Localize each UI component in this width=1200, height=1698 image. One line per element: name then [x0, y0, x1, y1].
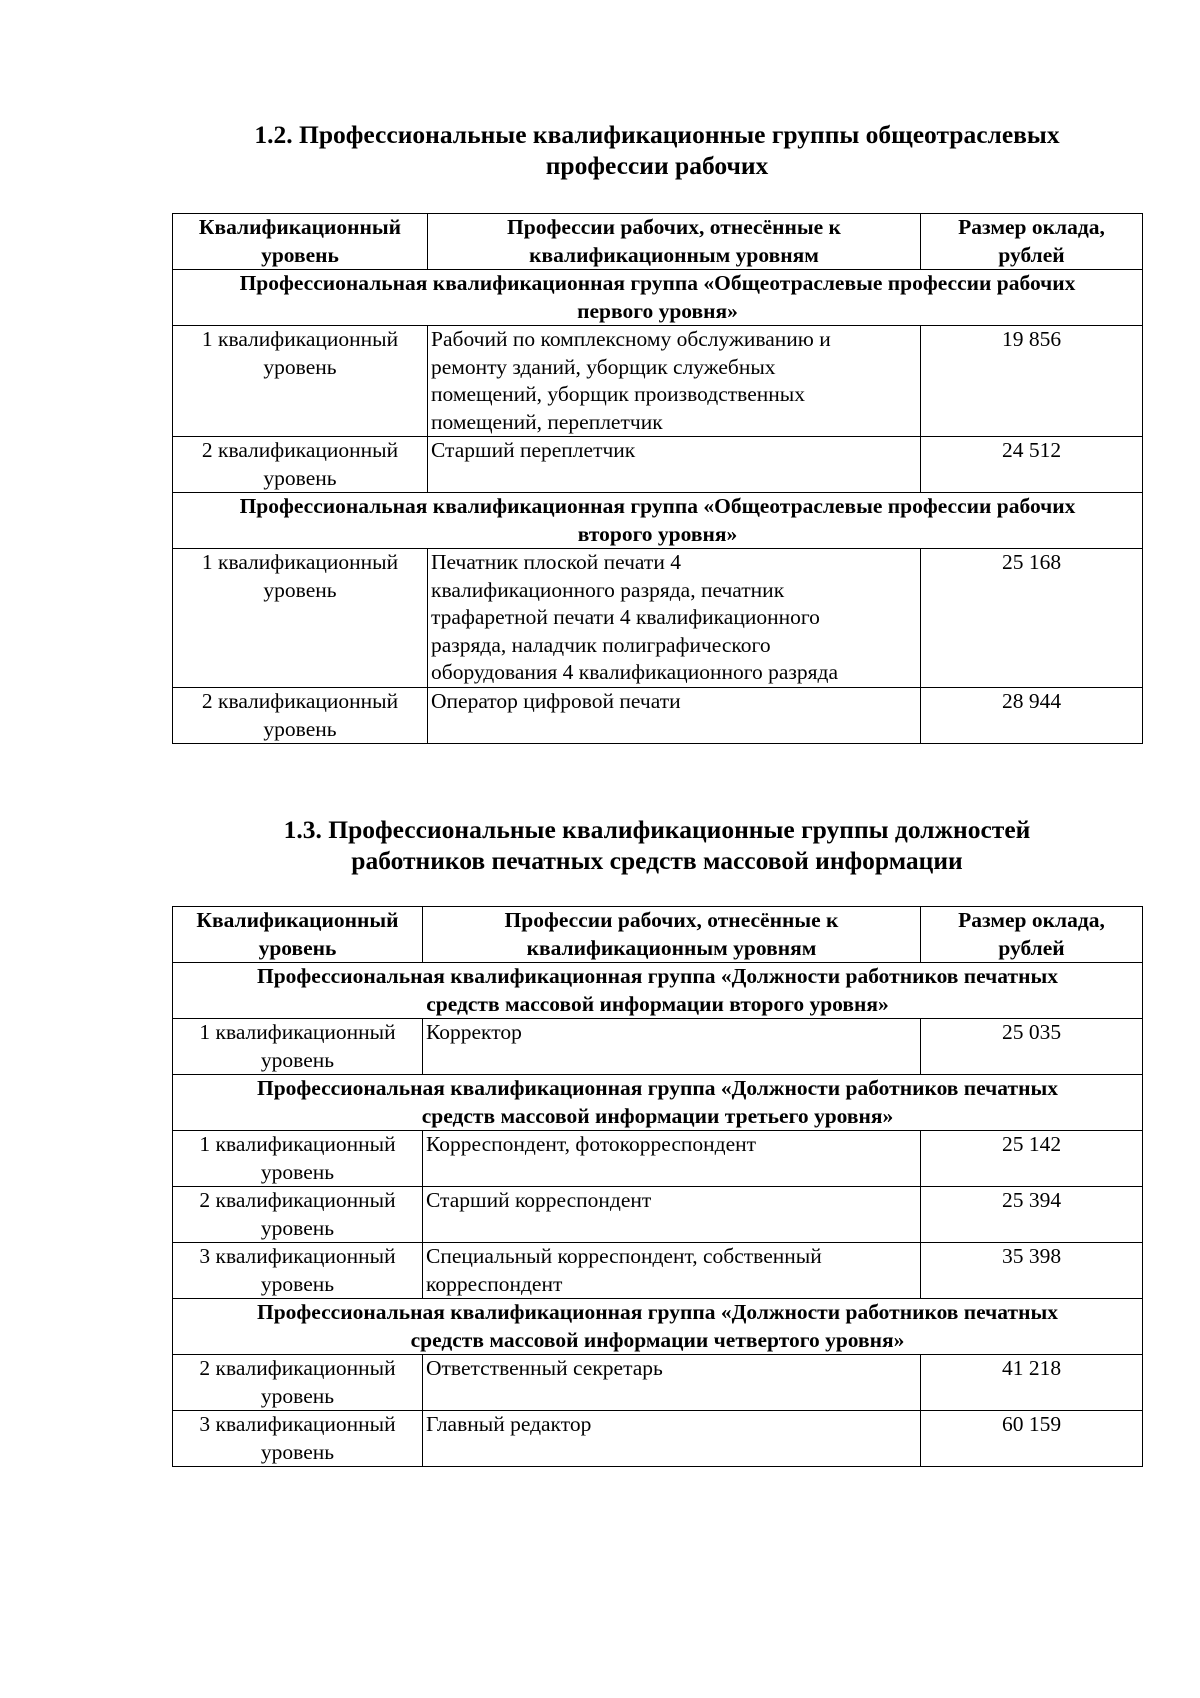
- header-salary: [921, 214, 1143, 270]
- group-title: [173, 1075, 1143, 1131]
- salary-cell: 35 398: [921, 1243, 1143, 1299]
- header-text: Размер оклада,: [958, 908, 1105, 932]
- group-title-line: Профессиональная квалификационная группа «Общеотраслевые профессии рабочих: [239, 271, 1076, 295]
- table-row: [173, 326, 1143, 437]
- group-title-line: Профессиональная квалификационная группа «Общеотраслевые профессии рабочих: [239, 494, 1076, 518]
- level-text: уровень: [263, 577, 337, 602]
- level-text: уровень: [260, 1215, 335, 1240]
- salary-cell: 41 218: [921, 1355, 1143, 1411]
- group-row: [173, 1075, 1143, 1131]
- level-cell: [173, 688, 428, 744]
- level-text: 1 квалификационный: [201, 327, 399, 351]
- level-text: уровень: [263, 354, 337, 379]
- professions-text: Оператор цифровой печати: [431, 689, 681, 713]
- group-row: [173, 270, 1143, 326]
- table-row: [173, 1411, 1143, 1467]
- professions-text: помещений, переплетчик: [431, 409, 663, 434]
- level-cell: [173, 1019, 423, 1075]
- professions-text: Ответственный секретарь: [426, 1356, 663, 1380]
- professions-text: оборудования 4 квалификационного разряда: [431, 660, 839, 684]
- professions-text: помещений, уборщик производственных: [431, 382, 805, 406]
- header-text: уровень: [258, 935, 337, 960]
- group-title-line: второго уровня»: [577, 521, 738, 546]
- group-title-line: Профессиональная квалификационная группа «Должности работников печатных: [257, 1076, 1058, 1100]
- professions-cell: [423, 1131, 921, 1187]
- professions-text: Специальный корреспондент, собственный: [426, 1244, 822, 1268]
- salary-cell: 25 168: [921, 549, 1143, 688]
- group-row: [173, 963, 1143, 1019]
- header-level: [173, 907, 423, 963]
- section-2-title-line: работников печатных средств массовой информации: [351, 846, 963, 875]
- professions-cell: [423, 1411, 921, 1467]
- level-text: уровень: [260, 1047, 335, 1072]
- level-text: 3 квалификационный: [199, 1244, 396, 1268]
- professions-cell: [423, 1019, 921, 1075]
- level-text: 1 квалификационный: [199, 1020, 396, 1044]
- table-row: [173, 1131, 1143, 1187]
- professions-text: Старший переплетчик: [431, 438, 636, 462]
- group-title: [173, 1299, 1143, 1355]
- level-text: уровень: [260, 1439, 335, 1464]
- level-text: уровень: [260, 1271, 335, 1296]
- header-text: Профессии рабочих, отнесённые к: [507, 215, 841, 239]
- salary-cell: 60 159: [921, 1411, 1143, 1467]
- header-text: Профессии рабочих, отнесённые к: [504, 908, 839, 932]
- level-text: уровень: [260, 1159, 335, 1184]
- section-1-table: [172, 213, 1143, 744]
- table-row: [173, 1243, 1143, 1299]
- level-cell: [173, 549, 428, 688]
- level-text: уровень: [263, 716, 337, 741]
- table-row: [173, 437, 1143, 493]
- salary-cell: 25 394: [921, 1187, 1143, 1243]
- professions-text: Старший корреспондент: [426, 1188, 652, 1212]
- level-text: 2 квалификационный: [199, 1356, 396, 1380]
- level-text: уровень: [263, 465, 337, 490]
- header-level: [173, 214, 428, 270]
- group-row: [173, 493, 1143, 549]
- level-text: уровень: [260, 1383, 335, 1408]
- section-1-title-line: 1.2. Профессиональные квалификационные группы общеотраслевых: [254, 120, 1060, 149]
- salary-cell: 19 856: [921, 326, 1143, 437]
- header-salary: [921, 907, 1143, 963]
- header-text: квалификационным уровням: [529, 242, 819, 267]
- section-1-title: [172, 119, 1142, 181]
- professions-text: трафаретной печати 4 квалификационного: [431, 605, 820, 629]
- level-cell: [173, 326, 428, 437]
- header-professions: [428, 214, 921, 270]
- header-text: Квалификационный: [196, 908, 399, 932]
- professions-text: Корректор: [426, 1020, 522, 1044]
- group-title-line: средств массовой информации четвертого уровня»: [410, 1327, 905, 1352]
- professions-text: ремонту зданий, уборщик служебных: [431, 354, 776, 379]
- salary-cell: 24 512: [921, 437, 1143, 493]
- table-header-row: [173, 214, 1143, 270]
- level-text: 2 квалификационный: [199, 1188, 396, 1212]
- level-text: 3 квалификационный: [199, 1412, 396, 1436]
- professions-text: корреспондент: [426, 1271, 563, 1296]
- professions-cell: [428, 549, 921, 688]
- level-cell: [173, 1411, 423, 1467]
- group-title-line: Профессиональная квалификационная группа «Должности работников печатных: [257, 1300, 1058, 1324]
- professions-text: Рабочий по комплексному обслуживанию и: [431, 327, 831, 351]
- header-text: квалификационным уровням: [526, 935, 817, 960]
- table-row: [173, 1355, 1143, 1411]
- header-text: рублей: [998, 935, 1065, 960]
- professions-text: разряда, наладчик полиграфического: [431, 632, 771, 657]
- group-title: [173, 963, 1143, 1019]
- table-row: [173, 688, 1143, 744]
- header-text: Квалификационный: [198, 215, 402, 239]
- header-professions: [423, 907, 921, 963]
- professions-text: Печатник плоской печати 4: [431, 550, 681, 574]
- level-text: 1 квалификационный: [201, 550, 399, 574]
- professions-text: Главный редактор: [426, 1412, 592, 1436]
- professions-cell: [428, 437, 921, 493]
- salary-cell: 25 142: [921, 1131, 1143, 1187]
- professions-text: квалификационного разряда, печатник: [431, 577, 785, 602]
- professions-text: Корреспондент, фотокорреспондент: [426, 1132, 757, 1156]
- level-cell: [173, 1187, 423, 1243]
- header-text: уровень: [261, 242, 339, 267]
- table-row: [173, 1187, 1143, 1243]
- table-row: [173, 549, 1143, 688]
- group-title: [173, 270, 1143, 326]
- professions-cell: [423, 1243, 921, 1299]
- group-title-line: первого уровня»: [577, 298, 738, 323]
- group-row: [173, 1299, 1143, 1355]
- group-title-line: средств массовой информации третьего уровня»: [421, 1103, 894, 1128]
- section-2-title: [172, 814, 1142, 876]
- level-cell: [173, 437, 428, 493]
- professions-cell: [423, 1187, 921, 1243]
- level-text: 2 квалификационный: [201, 689, 399, 713]
- level-cell: [173, 1243, 423, 1299]
- section-1-title-line: профессии рабочих: [545, 151, 769, 180]
- group-title-line: Профессиональная квалификационная группа «Должности работников печатных: [257, 964, 1058, 988]
- level-cell: [173, 1131, 423, 1187]
- professions-cell: [428, 326, 921, 437]
- salary-cell: 28 944: [921, 688, 1143, 744]
- table-row: [173, 1019, 1143, 1075]
- level-cell: [173, 1355, 423, 1411]
- level-text: 1 квалификационный: [199, 1132, 396, 1156]
- header-text: рублей: [998, 242, 1065, 267]
- section-2-title-line: 1.3. Профессиональные квалификационные группы должностей: [283, 815, 1031, 844]
- section-2-table: [172, 906, 1143, 1467]
- level-text: 2 квалификационный: [201, 438, 399, 462]
- salary-cell: 25 035: [921, 1019, 1143, 1075]
- header-text: Размер оклада,: [958, 215, 1105, 239]
- professions-cell: [423, 1355, 921, 1411]
- group-title: [173, 493, 1143, 549]
- professions-cell: [428, 688, 921, 744]
- group-title-line: средств массовой информации второго уровня»: [426, 991, 889, 1016]
- table-header-row: [173, 907, 1143, 963]
